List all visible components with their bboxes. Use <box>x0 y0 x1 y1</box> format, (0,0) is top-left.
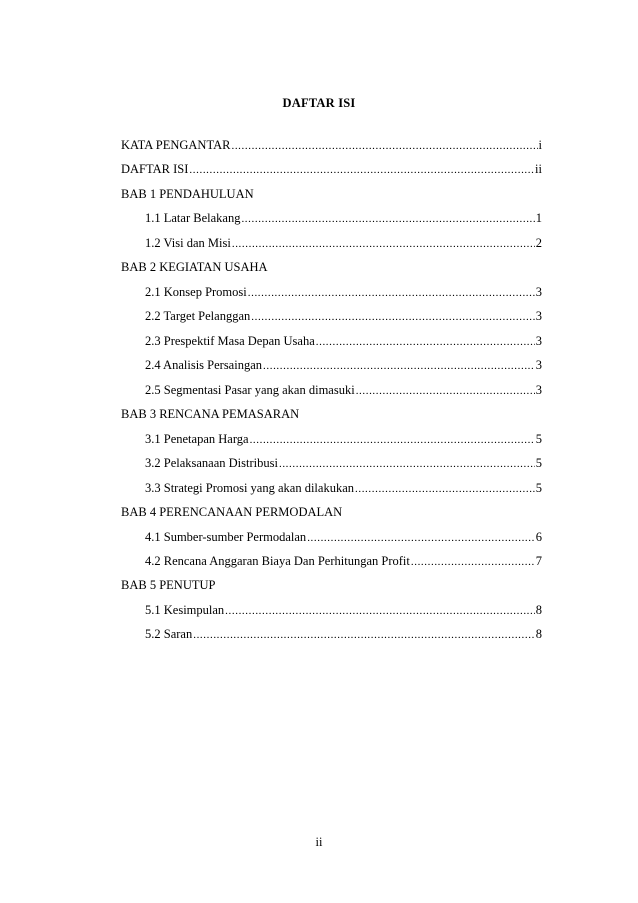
toc-entry-page: 5 <box>535 480 542 495</box>
toc-entry-label: BAB 2 KEGIATAN USAHA <box>121 260 268 275</box>
toc-entry-page: 3 <box>535 382 542 397</box>
toc-section-entry <box>121 481 542 505</box>
toc-dot-leader <box>231 139 537 154</box>
toc-entry-label: KATA PENGANTAR <box>121 138 231 152</box>
toc-entry-label: 2.4 Analisis Persaingan <box>145 358 263 373</box>
page-title: DAFTAR ISI <box>282 96 356 110</box>
toc-section-entry <box>121 358 542 382</box>
toc-dot-leader <box>241 212 534 227</box>
toc-chapter-entry <box>121 187 542 211</box>
toc-chapter-entry <box>121 260 542 284</box>
toc-section-entry <box>121 530 542 554</box>
toc-entry-page: 7 <box>535 553 542 568</box>
toc-dot-leader <box>250 433 535 448</box>
toc-entry-page: 3 <box>535 358 542 373</box>
toc-entry-label: BAB 1 PENDAHULUAN <box>121 186 254 201</box>
toc-dot-leader <box>355 482 535 497</box>
toc-section-entry <box>121 627 542 651</box>
toc-entry-label: 3.3 Strategi Promosi yang akan dilakukan <box>145 480 354 495</box>
toc-entry-label: 2.3 Prespektif Masa Depan Usaha <box>145 333 315 348</box>
toc-entry-label: 3.2 Pelaksanaan Distribusi <box>145 456 278 471</box>
toc-dot-leader <box>251 310 535 325</box>
toc-chapter-entry <box>121 138 542 162</box>
toc-chapter-entry <box>121 505 542 529</box>
table-of-contents <box>121 138 542 652</box>
toc-entry-label: 2.1 Konsep Promosi <box>145 284 247 299</box>
toc-entry-page: 5 <box>535 456 542 471</box>
toc-entry-label: 2.2 Target Pelanggan <box>145 309 251 324</box>
toc-entry-page: 6 <box>535 529 542 544</box>
toc-chapter-entry <box>121 578 542 602</box>
toc-dot-leader <box>307 531 535 546</box>
toc-section-entry <box>121 456 542 480</box>
toc-entry-label: 5.1 Kesimpulan <box>145 602 225 617</box>
toc-entry-page: 5 <box>535 431 542 446</box>
toc-section-entry <box>121 603 542 627</box>
toc-entry-label: 4.2 Rencana Anggaran Biaya Dan Perhitungan Profit <box>145 553 410 568</box>
toc-section-entry <box>121 554 542 578</box>
toc-chapter-entry <box>121 407 542 431</box>
toc-dot-leader <box>316 335 535 350</box>
toc-entry-page: 8 <box>535 627 542 642</box>
toc-entry-label: 2.5 Segmentasi Pasar yang akan dimasuki <box>145 382 355 397</box>
toc-dot-leader <box>411 555 535 570</box>
toc-dot-leader <box>356 384 535 399</box>
toc-dot-leader <box>225 604 535 619</box>
toc-entry-label: BAB 5 PENUTUP <box>121 578 216 593</box>
toc-entry-label: 1.2 Visi dan Misi <box>145 235 231 250</box>
toc-dot-leader <box>279 457 535 472</box>
page-number: ii <box>315 835 323 849</box>
toc-chapter-entry <box>121 162 542 186</box>
toc-dot-leader <box>263 359 535 374</box>
toc-entry-label: 3.1 Penetapan Harga <box>145 431 249 446</box>
toc-entry-page: 2 <box>535 235 542 250</box>
toc-entry-page: 3 <box>535 333 542 348</box>
toc-entry-label: 4.1 Sumber-sumber Permodalan <box>145 529 307 544</box>
toc-section-entry <box>121 236 542 260</box>
toc-entry-label: BAB 3 RENCANA PEMASARAN <box>121 407 300 422</box>
toc-entry-page: 3 <box>535 309 542 324</box>
toc-entry-label: 5.2 Saran <box>145 627 193 642</box>
toc-entry-label: 1.1 Latar Belakang <box>145 211 241 226</box>
toc-dot-leader <box>189 163 534 178</box>
toc-section-entry <box>121 285 542 309</box>
toc-section-entry <box>121 334 542 358</box>
toc-section-entry <box>121 432 542 456</box>
toc-entry-page: 3 <box>535 284 542 299</box>
toc-entry-page: 1 <box>535 211 542 226</box>
toc-entry-page: 8 <box>535 602 542 617</box>
toc-entry-label: DAFTAR ISI <box>121 162 189 177</box>
toc-dot-leader <box>232 237 535 252</box>
toc-dot-leader <box>193 628 535 643</box>
toc-section-entry <box>121 309 542 333</box>
toc-dot-leader <box>248 286 535 301</box>
toc-entry-label: BAB 4 PERENCANAAN PERMODALAN <box>121 505 343 520</box>
toc-entry-page: ii <box>535 162 542 177</box>
toc-section-entry <box>121 211 542 235</box>
toc-section-entry <box>121 383 542 407</box>
toc-entry-page: i <box>538 138 542 152</box>
